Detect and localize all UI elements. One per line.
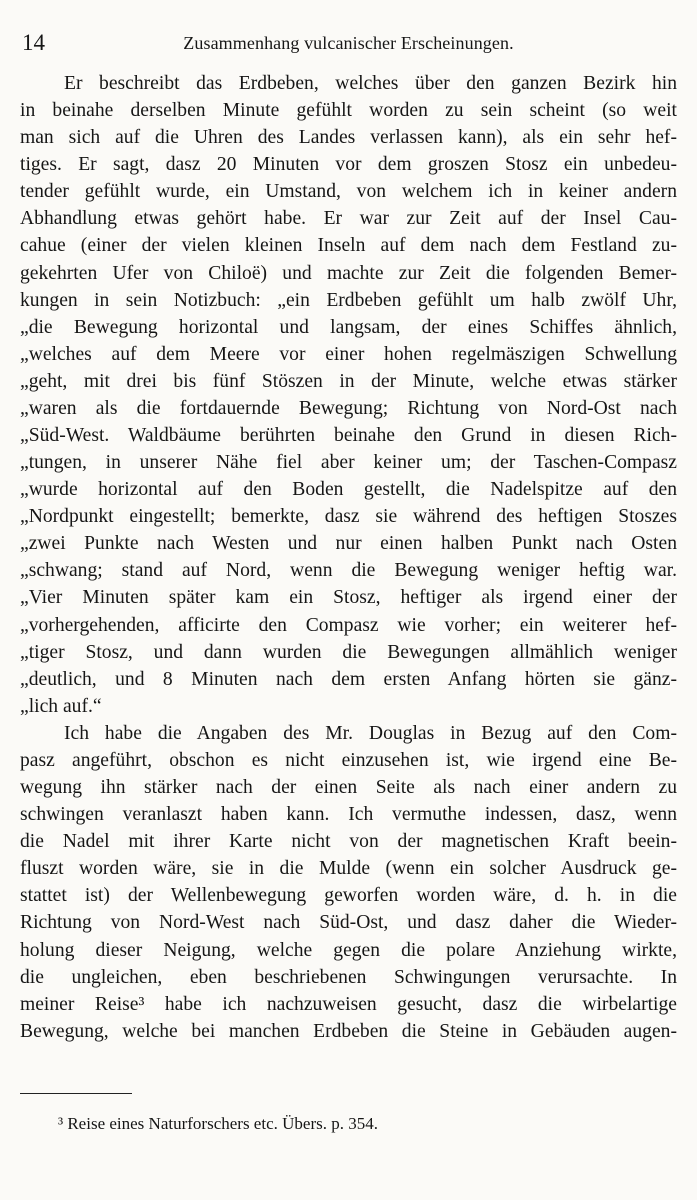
text-line-36: Bewegung, welche bei manchen Erdbeben die Steine in Gebäuden augen-: [20, 1020, 677, 1042]
text-line-18: „zwei Punkte nach Westen und nur einen halben Punkt nach Osten: [20, 533, 677, 555]
text-line-20: „Vier Minuten später kam ein Stosz, heftiger als irgend einer der: [20, 587, 677, 609]
text-line-24: „lich auf.“: [20, 695, 102, 717]
text-line-21: „vorhergehenden, afficirte den Compasz wie vorher; ein weiterer hef-: [20, 614, 677, 636]
text-line-27: wegung ihn stärker nach der einen Seite als nach einer andern zu: [20, 777, 677, 799]
page-number: 14: [22, 30, 45, 55]
text-line-26: pasz angeführt, obschon es nicht einzusehen ist, wie irgend eine Be-: [20, 749, 677, 771]
page-header: [18, 30, 679, 56]
text-line-23: „deutlich, und 8 Minuten nach dem ersten Anfang hörten sie gänz-: [20, 668, 677, 690]
text-line-8: gekehrten Ufer von Chiloë) und machte zur Zeit die folgenden Bemer-: [20, 262, 677, 284]
text-line-2: in beinahe derselben Minute gefühlt worden zu sein scheint (so weit: [20, 100, 677, 122]
text-line-15: „tungen, in unserer Nähe fiel aber keiner um; der Taschen-Compasz: [20, 452, 677, 474]
text-line-32: Richtung von Nord-West nach Süd-Ost, und dasz daher die Wieder-: [20, 912, 677, 934]
text-line-34: die ungleichen, eben beschriebenen Schwingungen verursachte. In: [20, 966, 677, 988]
text-line-14: „Süd-West. Waldbäume berührten beinahe den Grund in diesen Rich-: [20, 425, 677, 447]
text-line-29: die Nadel mit ihrer Karte nicht von der magnetischen Kraft beein-: [20, 831, 677, 853]
text-line-5: tender gefühlt wurde, ein Umstand, von welchem ich in keiner andern: [20, 181, 677, 203]
text-line-35: meiner Reise³ habe ich nachzuweisen gesucht, dasz die wirbelartige: [20, 993, 677, 1015]
body-text: [20, 70, 677, 1045]
text-line-13: „waren als die fortdauernde Bewegung; Richtung von Nord-Ost nach: [20, 397, 677, 419]
running-title: Zusammenhang vulcanischer Erscheinungen.: [183, 33, 514, 53]
text-line-6: Abhandlung etwas gehört habe. Er war zur Zeit auf der Insel Cau-: [20, 208, 677, 230]
text-line-10: „die Bewegung horizontal und langsam, der eines Schiffes ähnlich,: [20, 316, 677, 338]
text-line-19: „schwang; stand auf Nord, wenn die Bewegung weniger heftig war.: [20, 560, 677, 582]
footnote: ³ Reise eines Naturforschers etc. Übers. p. 354.: [58, 1114, 378, 1133]
text-line-33: holung dieser Neigung, welche gegen die polare Anziehung wirkte,: [20, 939, 677, 961]
text-line-16: „wurde horizontal auf den Boden gestellt, die Nadelspitze auf den: [20, 479, 677, 501]
text-line-11: „welches auf dem Meere vor einer hohen regelmäszigen Schwellung: [20, 343, 677, 365]
text-line-31: stattet ist) der Wellenbewegung geworfen worden wäre, d. h. in die: [20, 885, 677, 907]
text-line-9: kungen in sein Notizbuch: „ein Erdbeben gefühlt um halb zwölf Uhr,: [20, 289, 677, 311]
text-line-1: Er beschreibt das Erdbeben, welches über den ganzen Bezirk hin: [64, 73, 677, 94]
text-line-7: cahue (einer der vielen kleinen Inseln auf dem nach dem Festland zu-: [20, 235, 677, 257]
text-line-30: fluszt worden wäre, sie in die Mulde (wenn ein solcher Ausdruck ge-: [20, 858, 677, 880]
text-line-28: schwingen veranlaszt haben kann. Ich vermuthe indessen, dasz, wenn: [20, 804, 677, 826]
text-line-3: man sich auf die Uhren des Landes verlassen kann), als ein sehr hef-: [20, 127, 677, 149]
text-line-22: „tiger Stosz, und dann wurden die Bewegungen allmählich weniger: [20, 641, 677, 663]
text-line-4: tiges. Er sagt, dasz 20 Minuten vor dem groszen Stosz ein unbedeu-: [20, 154, 677, 176]
text-line-25: Ich habe die Angaben des Mr. Douglas in Bezug auf den Com-: [64, 722, 677, 744]
text-line-12: „geht, mit drei bis fünf Stöszen in der Minute, welche etwas stärker: [20, 370, 677, 392]
footnote-divider: [20, 1093, 132, 1094]
text-line-17: „Nordpunkt eingestellt; bemerkte, dasz sie während des heftigen Stoszes: [20, 506, 677, 528]
